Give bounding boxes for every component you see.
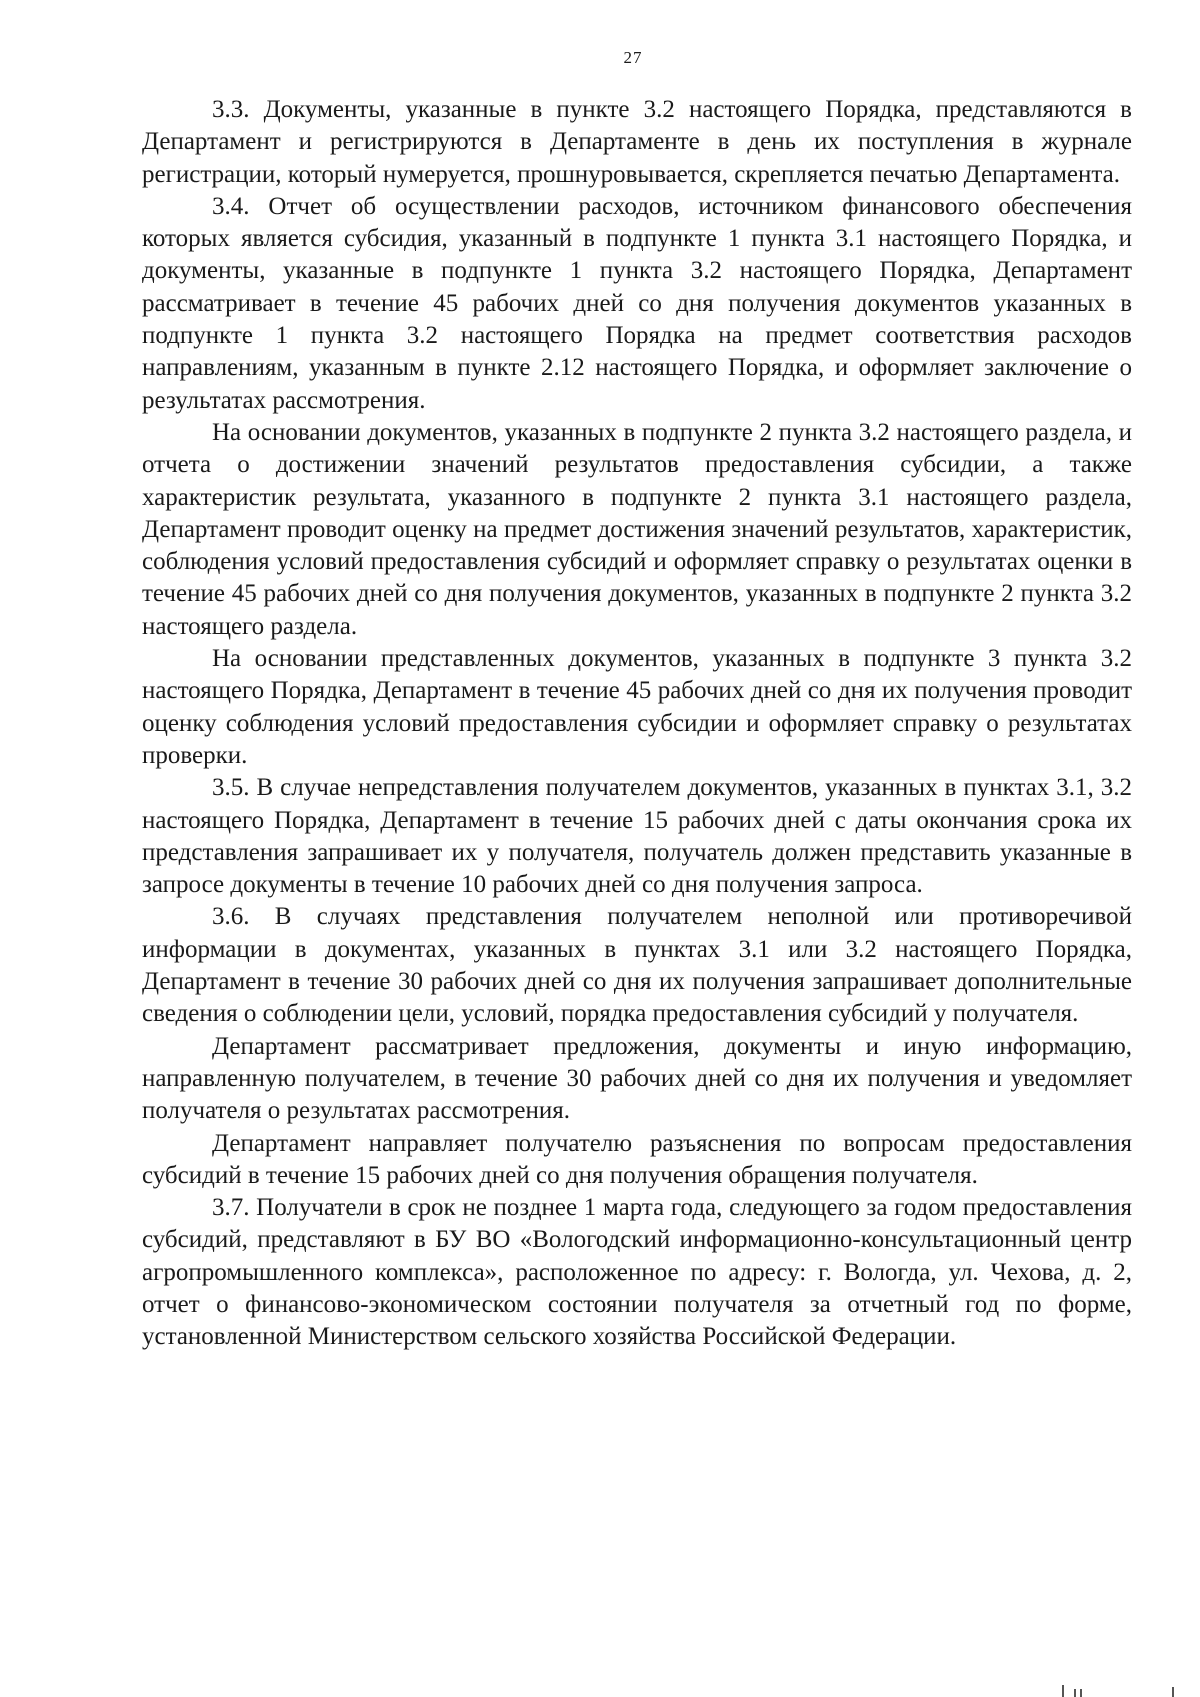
paragraph-3-6-clarification: Департамент направляет получателю разъяснения по вопросам предоставления субсидий в течение 15 рабочих дней со дня получения обращения получателя. bbox=[142, 1129, 1132, 1189]
scan-artifact-mark bbox=[1172, 1687, 1174, 1697]
scan-artifact-mark bbox=[1074, 1689, 1076, 1697]
document-body bbox=[142, 94, 1132, 1354]
paragraph-3-5: 3.5. В случае непредставления получателем документов, указанных в пунктах 3.1, 3.2 настоящего Порядка, Департамент в течение 15 рабочих дней с даты окончания срока их представления запрашивает их у получателя, получатель должен представить указанные в запросе документы в течение 10 рабочих дней со дня получения запроса. bbox=[142, 774, 1132, 899]
paragraph-3-3: 3.3. Документы, указанные в пункте 3.2 настоящего Порядка, представляются в Департамент и регистрируются в Департаменте в день их поступления в журнале регистрации, который нумеруется, прошнуровывается, скрепляется печатью Департамента. bbox=[142, 96, 1132, 188]
paragraph-3-4-assessment: На основании документов, указанных в подпункте 2 пункта 3.2 настоящего раздела, и отчета о достижении значений результатов предоставления субсидии, а также характеристик результата, указанного в подпункте 2 пункта 3.1 настоящего раздела, Департамент проводит оценку на предмет достижения значений результатов, характеристик, соблюдения условий предоставления субсидий и оформляет справку о результатах оценки в течение 45 рабочих дней со дня получения документов, указанных в подпункте 2 пункта 3.2 настоящего раздела. bbox=[142, 418, 1132, 640]
paragraph-3-4-compliance: На основании представленных документов, указанных в подпункте 3 пункта 3.2 настоящего Порядка, Департамент в течение 45 рабочих дней со дня их получения проводит оценку соблюдения условий предоставления субсидии и оформляет справку о результатах проверки. bbox=[142, 645, 1132, 769]
page-number: 27 bbox=[623, 48, 643, 67]
scan-artifact-mark bbox=[1080, 1689, 1082, 1697]
paragraph-3-7: 3.7. Получатели в срок не позднее 1 марта года, следующего за годом предоставления субсидий, представляют в БУ ВО «Вологодский информационно-консультационный центр агропромышленного комплекса», расположенное по адресу: г. Вологда, ул. Чехова, д. 2, отчет о финансово-экономическом состоянии получателя за отчетный год по форме, установленной Министерством сельского хозяйства Российской Федерации. bbox=[142, 1194, 1132, 1351]
paragraph-3-6-review: Департамент рассматривает предложения, документы и иную информацию, направленную получателем, в течение 30 рабочих дней со дня их получения и уведомляет получателя о результатах рассмотрения. bbox=[142, 1032, 1132, 1125]
scan-artifact-mark bbox=[1062, 1685, 1064, 1697]
paragraph-3-6: 3.6. В случаях представления получателем неполной или противоречивой информации в документах, указанных в пунктах 3.1 или 3.2 настоящего Порядка, Департамент в течение 30 рабочих дней со дня их получения запрашивает дополнительные сведения о соблюдении цели, условий, порядка предоставления субсидий у получателя. bbox=[142, 903, 1132, 1028]
paragraph-3-4: 3.4. Отчет об осуществлении расходов, источником финансового обеспечения которых является субсидия, указанный в подпункте 1 пункта 3.1 настоящего Порядка, и документы, указанные в подпункте 1 пункта 3.2 настоящего Порядка, Департамент рассматривает в течение 45 рабочих дней со дня получения документов указанных в подпункте 1 пункта 3.2 настоящего Порядка на предмет соответствия расходов направлениям, указанным в пункте 2.12 настоящего Порядка, и оформляет заключение о результатах рассмотрения. bbox=[142, 192, 1132, 414]
